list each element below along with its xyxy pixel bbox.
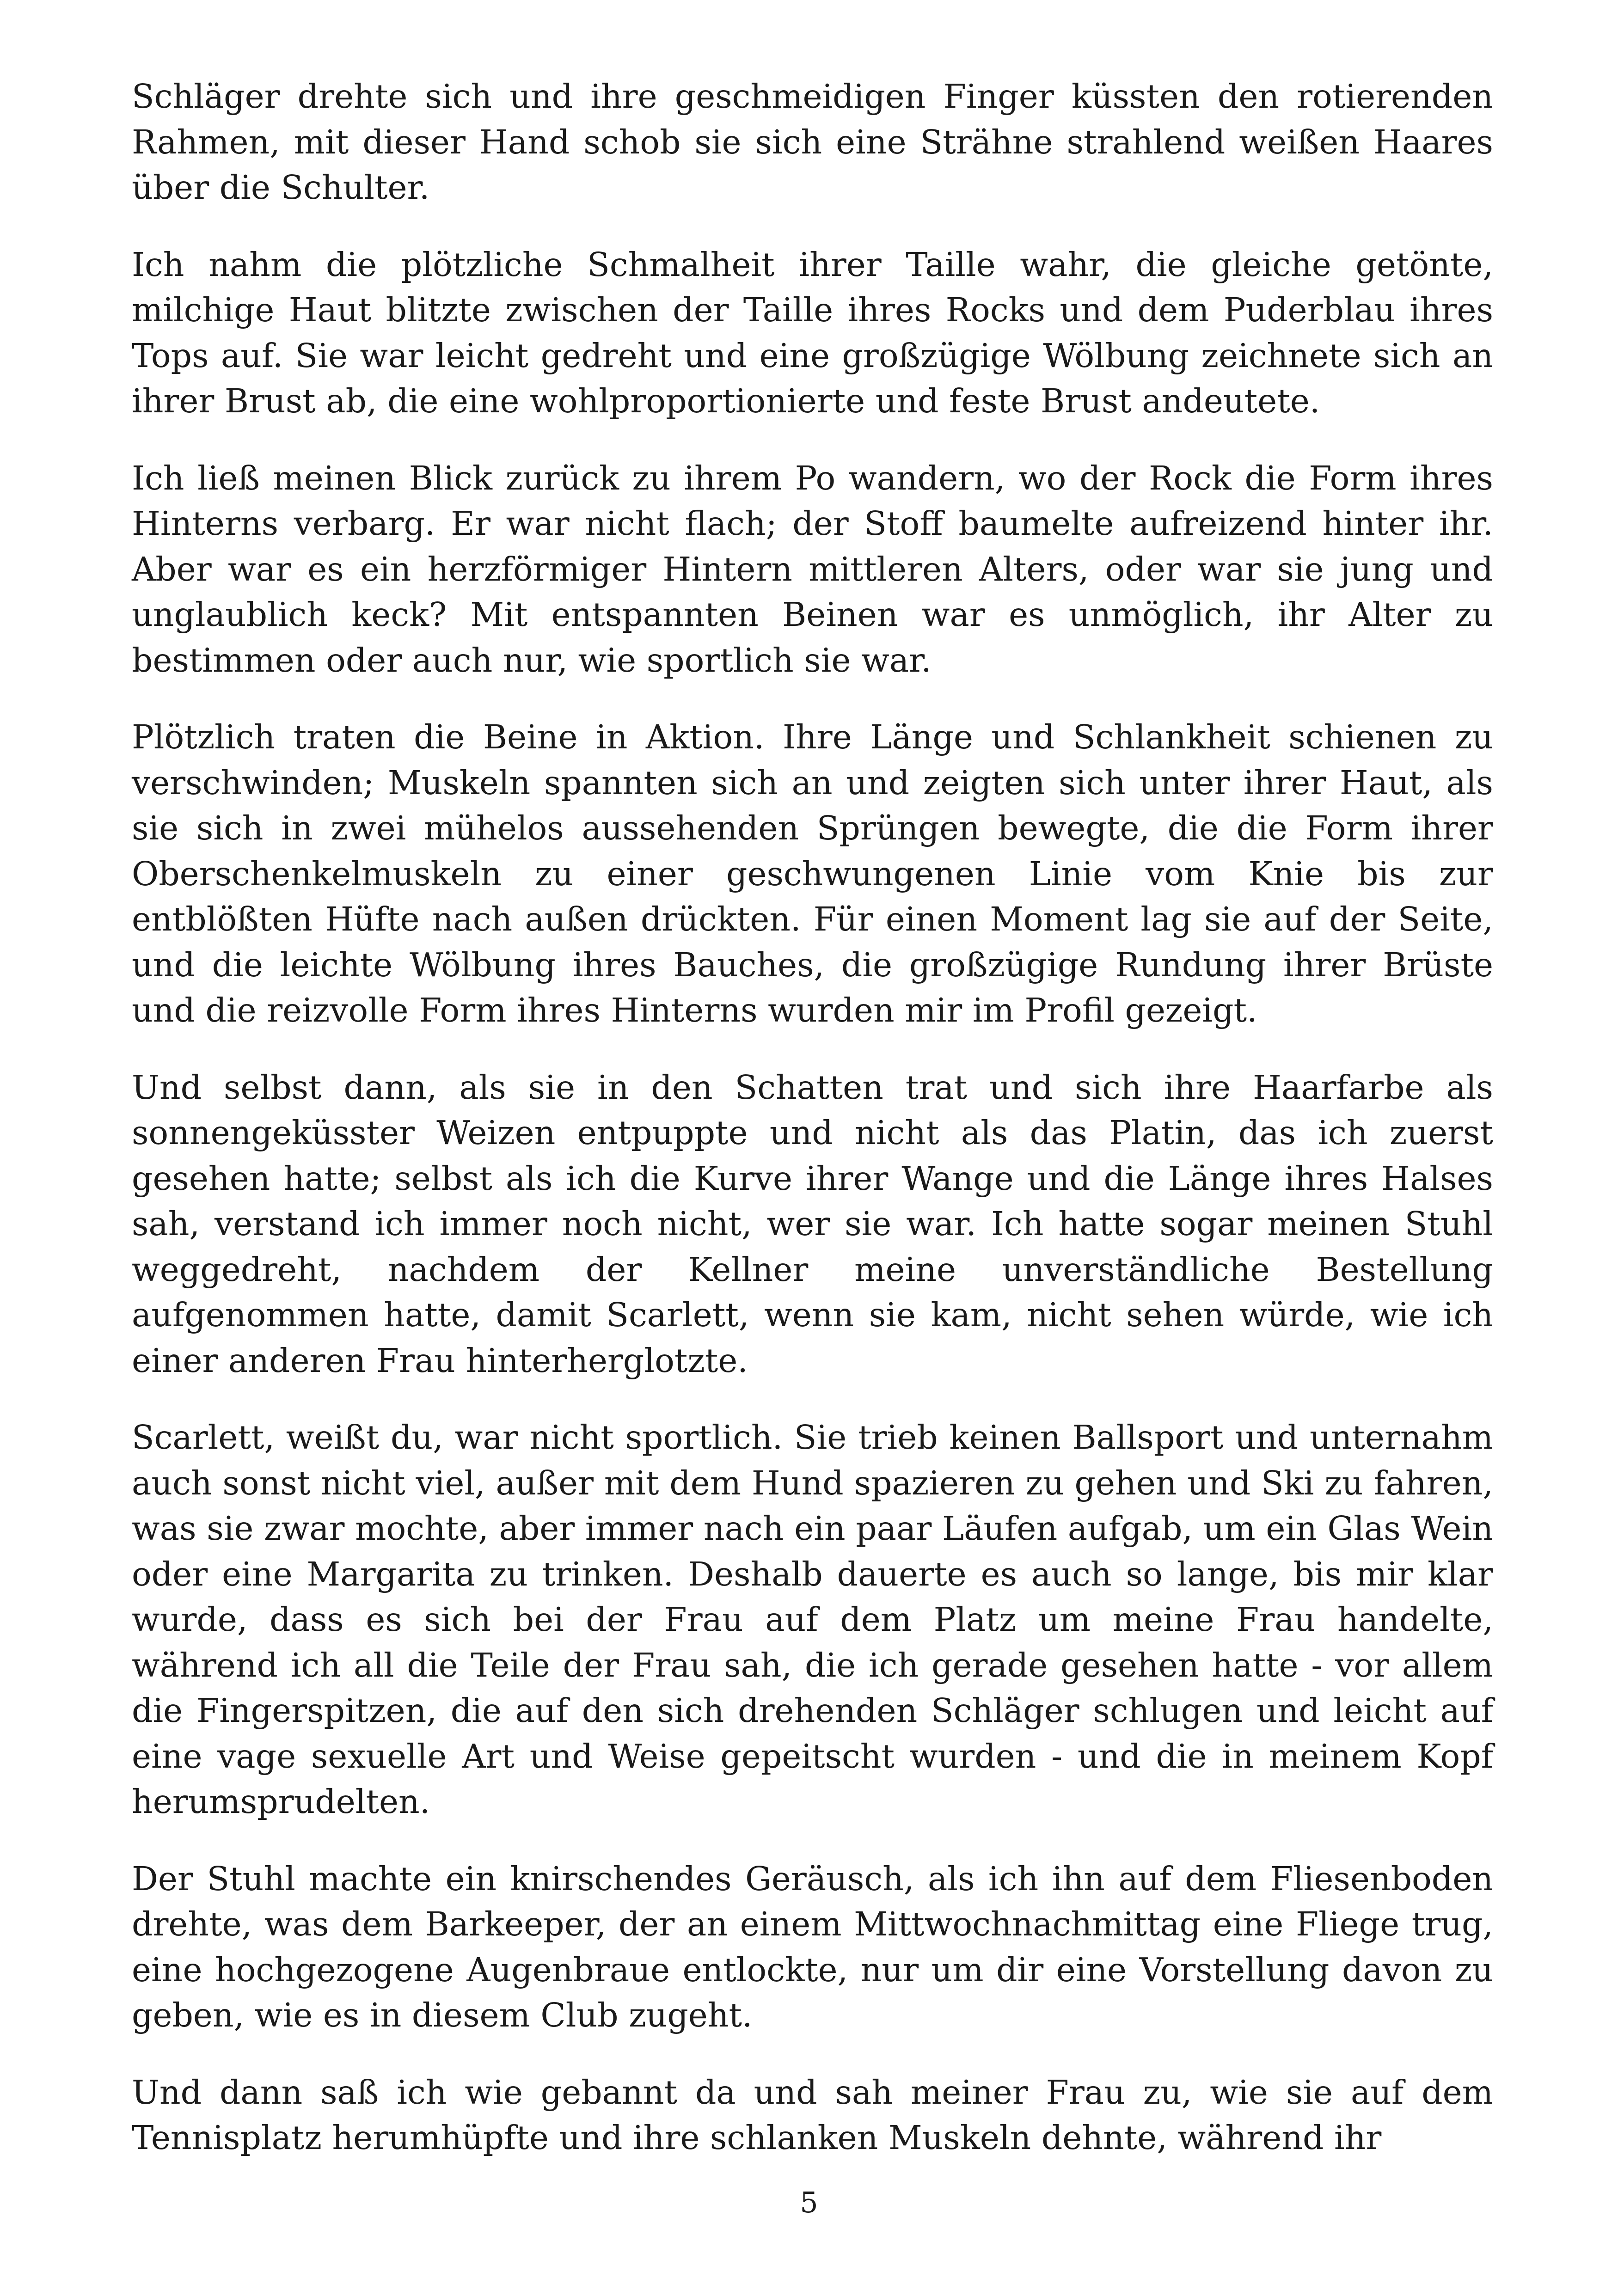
paragraph-7: Der Stuhl machte ein knirschendes Geräusch, als ich ihn auf dem Fliesenboden drehte, was dem Barkeeper, der an einem Mittwochnachmittag eine Fliege trug, eine hochgezogene Augenbraue entlockte, nur um dir eine Vorstellung davon zu geben, wie es in diesem Club zugeht. [132,1859,1493,2034]
paragraph-4: Plötzlich traten die Beine in Aktion. Ihre Länge und Schlankheit schienen zu verschwinden; Muskeln spannten sich an und zeigten sich unter ihrer Haut, als sie sich in zwei mühelos aussehenden Sprüngen bewegte, die die Form ihrer Oberschenkelmuskeln zu einer geschwungenen Linie vom Knie bis zur entblößten Hüfte nach außen drückten. Für einen Moment lag sie auf der Seite, und die leichte Wölbung ihres Bauches, die großzügige Rundung ihrer Brüste und die reizvolle Form ihres Hinterns wurden mir im Profil gezeigt. [132,718,1493,1029]
paragraph-8: Und dann saß ich wie gebannt da und sah meiner Frau zu, wie sie auf dem Tennisplatz herumhüpfte und ihre schlanken Muskeln dehnte, während ihr [132,2073,1493,2157]
paragraph-5: Und selbst dann, als sie in den Schatten trat und sich ihre Haarfarbe als sonnengeküsster Weizen entpuppte und nicht als das Platin, das ich zuerst gesehen hatte; selbst als ich die Kurve ihrer Wange und die Länge ihres Halses sah, verstand ich immer noch nicht, wer sie war. Ich hatte sogar meinen Stuhl weggedreht, nachdem der Kellner meine unverständliche Bestellung aufgenommen hatte, damit Scarlett, wenn sie kam, nicht sehen würde, wie ich einer anderen Frau hinterherglotzte. [132,1068,1493,1380]
body-text [132,74,1493,2161]
paragraph-1: Schläger drehte sich und ihre geschmeidigen Finger küssten den rotierenden Rahmen, mit dieser Hand schob sie sich eine Strähne strahlend weißen Haares über die Schulter. [132,77,1493,207]
paragraph-2: Ich nahm die plötzliche Schmalheit ihrer Taille wahr, die gleiche getönte, milchige Haut blitzte zwischen der Taille ihres Rocks und dem Puderblau ihres Tops auf. Sie war leicht gedreht und eine großzügige Wölbung zeichnete sich an ihrer Brust ab, die eine wohlproportionierte und feste Brust andeutete. [132,245,1493,420]
paragraph-6: Scarlett, weißt du, war nicht sportlich. Sie trieb keinen Ballsport und unternahm auch sonst nicht viel, außer mit dem Hund spazieren zu gehen und Ski zu fahren, was sie zwar mochte, aber immer nach ein paar Läufen aufgab, um ein Glas Wein oder eine Margarita zu trinken. Deshalb dauerte es auch so lange, bis mir klar wurde, dass es sich bei der Frau auf dem Platz um meine Frau handelte, während ich all die Teile der Frau sah, die ich gerade gesehen hatte - vor allem die Fingerspitzen, die auf den sich drehenden Schläger schlugen und leicht auf eine vage sexuelle Art und Weise gepeitscht wurden - und die in meinem Kopf herumsprudelten. [132,1418,1493,1821]
page-number: 5 [800,2186,818,2219]
paragraph-3: Ich ließ meinen Blick zurück zu ihrem Po wandern, wo der Rock die Form ihres Hinterns verbarg. Er war nicht flach; der Stoff baumelte aufreizend hinter ihr. Aber war es ein herzförmiger Hintern mittleren Alters, oder war sie jung und unglaublich keck? Mit entspannten Beinen war es unmöglich, ihr Alter zu bestimmen oder auch nur, wie sportlich sie war. [132,459,1493,680]
